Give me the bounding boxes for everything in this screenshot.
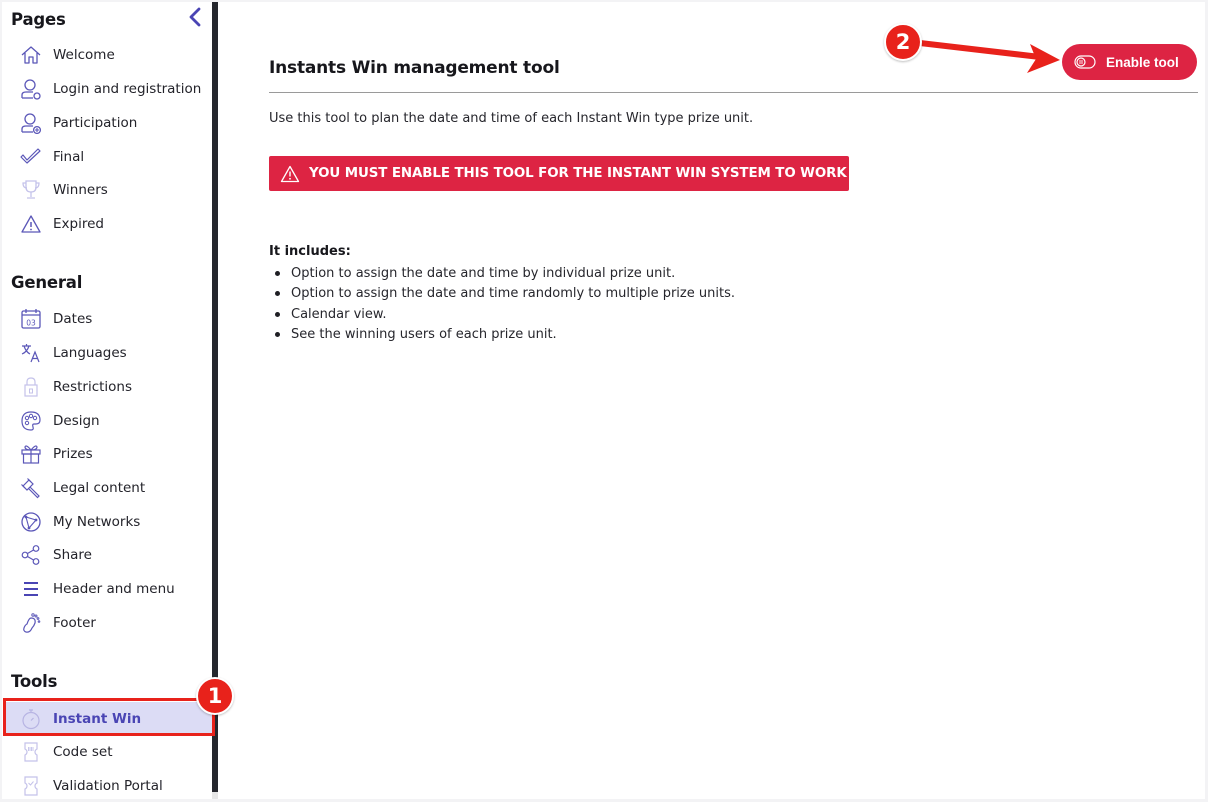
warning-icon — [19, 212, 43, 236]
sidebar-item-label: Header and menu — [53, 581, 175, 597]
svg-text:03: 03 — [26, 318, 36, 328]
sidebar-item-prizes[interactable] — [5, 438, 212, 470]
list-item: See the winning users of each prize unit. — [269, 325, 735, 346]
sidebar-item-instant-win[interactable] — [5, 702, 212, 736]
sidebar-item-footer[interactable] — [5, 607, 212, 639]
warning-icon — [280, 165, 300, 183]
warning-banner — [269, 156, 849, 191]
sidebar-item-legal-content[interactable] — [5, 472, 212, 504]
sidebar-item-final[interactable] — [5, 141, 212, 173]
main-content — [218, 2, 1205, 799]
title-divider — [269, 92, 1198, 93]
ticket-check-icon — [19, 774, 43, 798]
chevron-left-icon — [185, 6, 205, 30]
sidebar-item-label: Share — [53, 547, 92, 563]
list-item: Option to assign the date and time randomly to multiple prize units. — [269, 284, 735, 305]
list-item: Calendar view. — [269, 304, 735, 325]
app-frame — [2, 2, 1205, 799]
enable-tool-button[interactable] — [1062, 44, 1197, 80]
user-login-icon — [19, 77, 43, 101]
sidebar-item-label: Login and registration — [53, 81, 202, 97]
sidebar-item-dates[interactable] — [5, 303, 212, 335]
network-globe-icon — [19, 510, 43, 534]
annotation-badge-1: 1 — [196, 677, 234, 715]
sidebar-item-participation[interactable] — [5, 107, 212, 139]
sidebar-item-label: My Networks — [53, 514, 141, 530]
user-add-icon — [19, 111, 43, 135]
enable-tool-label: Enable tool — [1106, 54, 1179, 70]
includes-title: It includes: — [269, 244, 351, 259]
sidebar-item-code-set[interactable] — [5, 736, 212, 768]
sidebar-item-design[interactable] — [5, 405, 212, 437]
sidebar-item-label: Design — [53, 413, 100, 429]
home-icon — [19, 43, 43, 67]
list-item: Option to assign the date and time by individual prize unit. — [269, 263, 735, 284]
gavel-icon — [19, 476, 43, 500]
lock-icon — [19, 375, 43, 399]
annotation-badge-2: 2 — [884, 23, 922, 61]
bullet — [275, 271, 280, 276]
bullet — [275, 291, 280, 296]
translate-icon — [19, 341, 43, 365]
bullet — [275, 312, 280, 317]
intro-text: Use this tool to plan the date and time of each Instant Win type prize unit. — [269, 111, 754, 126]
sidebar-item-label: Final — [53, 149, 85, 165]
trophy-icon — [19, 178, 43, 202]
sidebar-item-expired[interactable] — [5, 208, 212, 240]
bullet — [275, 332, 280, 337]
sidebar-item-label: Participation — [53, 115, 138, 131]
toggle-off-icon — [1074, 55, 1096, 69]
footprint-icon — [19, 611, 43, 635]
sidebar-item-my-networks[interactable] — [5, 506, 212, 538]
menu-icon — [19, 577, 43, 601]
sidebar-item-label: Winners — [53, 182, 108, 198]
sidebar-item-label: Prizes — [53, 446, 93, 462]
section-title-tools: Tools — [11, 672, 58, 691]
sidebar-item-label: Instant Win — [53, 711, 142, 727]
section-title-general: General — [11, 273, 83, 292]
sidebar-item-languages[interactable] — [5, 337, 212, 369]
sidebar-item-label: Restrictions — [53, 379, 133, 395]
sidebar-item-label: Languages — [53, 345, 127, 361]
section-title-pages: Pages — [11, 10, 66, 29]
gift-icon — [19, 442, 43, 466]
sidebar-item-welcome[interactable] — [5, 39, 212, 71]
sidebar-item-label: Expired — [53, 216, 104, 232]
warning-text: YOU MUST ENABLE THIS TOOL FOR THE INSTANT WIN SYSTEM TO WORK — [309, 166, 847, 181]
sidebar-item-label: Code set — [53, 744, 113, 760]
features-list — [269, 263, 735, 345]
palette-icon — [19, 409, 43, 433]
sidebar-item-label: Dates — [53, 311, 93, 327]
sidebar — [2, 2, 212, 799]
sidebar-item-login-registration[interactable] — [5, 73, 212, 105]
calendar-icon — [19, 307, 43, 331]
page-title: Instants Win management tool — [269, 58, 560, 78]
stopwatch-icon — [19, 707, 43, 731]
sidebar-item-header-menu[interactable] — [5, 573, 212, 605]
ticket-barcode-icon — [19, 740, 43, 764]
collapse-sidebar-button[interactable] — [185, 6, 205, 30]
sidebar-item-label: Legal content — [53, 480, 146, 496]
sidebar-item-share[interactable] — [5, 539, 212, 571]
sidebar-item-label: Welcome — [53, 47, 115, 63]
checkmark-icon — [19, 145, 43, 169]
sidebar-item-validation-portal[interactable] — [5, 770, 212, 799]
share-icon — [19, 543, 43, 567]
sidebar-item-label: Validation Portal — [53, 778, 163, 794]
sidebar-item-restrictions[interactable] — [5, 371, 212, 403]
sidebar-item-winners[interactable] — [5, 174, 212, 206]
sidebar-item-label: Footer — [53, 615, 96, 631]
